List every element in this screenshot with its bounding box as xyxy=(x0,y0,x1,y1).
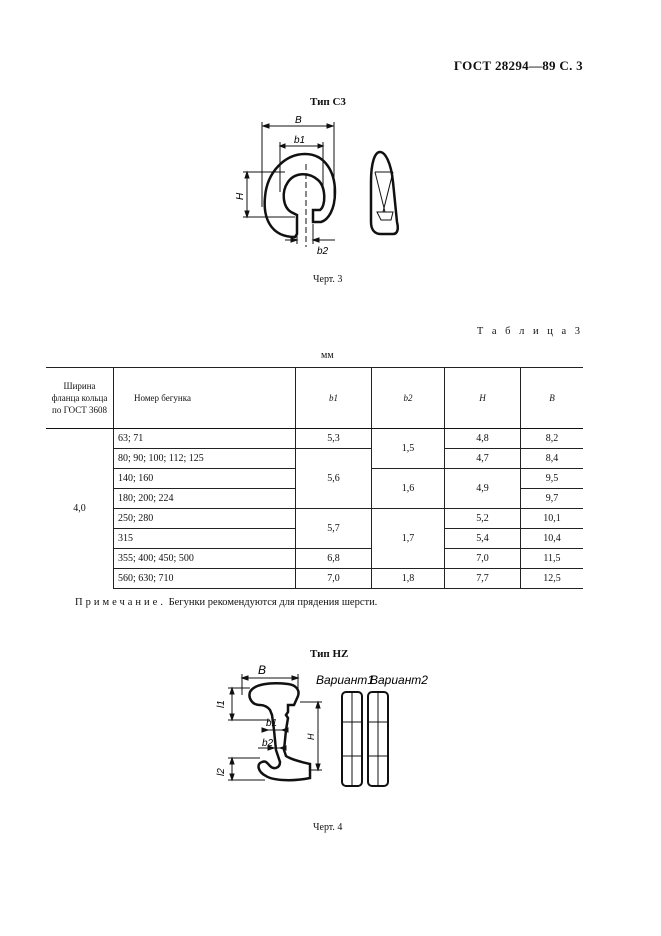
cell-B: 12,5 xyxy=(521,569,584,589)
cell-b1: 5,3 xyxy=(296,429,372,449)
header-b2: b2 xyxy=(403,393,413,403)
table-note xyxy=(75,597,377,608)
cell-number: 80; 90; 100; 112; 125 xyxy=(114,449,296,469)
table-header-row xyxy=(46,368,583,429)
cell-B: 8,4 xyxy=(521,449,584,469)
note-text: Бегунки рекомендуются для прядения шерсти. xyxy=(168,597,378,608)
header-H: H xyxy=(479,393,486,403)
cell-number: 560; 630; 710 xyxy=(114,569,296,589)
table-row xyxy=(46,569,583,589)
label-b2: b2 xyxy=(262,738,274,749)
header-b1: b1 xyxy=(329,393,338,403)
cell-b2: 1,7 xyxy=(372,509,445,569)
label-b2: b2 xyxy=(317,246,329,257)
cell-b2: 1,5 xyxy=(372,429,445,469)
cell-B: 9,5 xyxy=(521,469,584,489)
figure3-drawing xyxy=(225,112,415,257)
figure3-caption: Черт. 3 xyxy=(313,274,343,285)
label-H: H xyxy=(235,192,246,200)
label-H: H xyxy=(306,733,316,740)
cell-number: 140; 160 xyxy=(114,469,296,489)
cell-H: 5,4 xyxy=(445,529,521,549)
header-number: Номер бегунка xyxy=(114,368,296,429)
label-b1: b1 xyxy=(266,718,278,729)
dimensions-table xyxy=(46,367,583,589)
figure4-caption: Черт. 4 xyxy=(313,822,343,833)
cell-b2: 1,8 xyxy=(372,569,445,589)
cell-number: 250; 280 xyxy=(114,509,296,529)
page-header: ГОСТ 28294—89 С. 3 xyxy=(453,58,583,73)
cell-B: 11,5 xyxy=(521,549,584,569)
label-b1: b1 xyxy=(294,135,306,146)
label-B: B xyxy=(295,115,302,126)
note-prefix: Примечание. xyxy=(75,597,166,608)
figure4-drawing xyxy=(210,660,440,805)
header-B: B xyxy=(549,393,555,403)
figure4-title: Тип HZ xyxy=(310,648,349,660)
cell-number: 180; 200; 224 xyxy=(114,489,296,509)
label-l2: l2 xyxy=(216,768,227,776)
cell-B: 8,2 xyxy=(521,429,584,449)
cell-H: 4,8 xyxy=(445,429,521,449)
table-units: мм xyxy=(321,350,334,361)
table-row xyxy=(46,429,583,449)
cell-b1: 5,6 xyxy=(296,449,372,509)
cell-number: 355; 400; 450; 500 xyxy=(114,549,296,569)
cell-number: 315 xyxy=(114,529,296,549)
cell-H: 7,7 xyxy=(445,569,521,589)
table-row xyxy=(46,509,583,529)
figure3-title: Тип С3 xyxy=(310,96,346,108)
cell-H: 4,9 xyxy=(445,469,521,509)
cell-H: 5,2 xyxy=(445,509,521,529)
variant1-label: Вариант1 xyxy=(316,673,374,687)
cell-b1: 6,8 xyxy=(296,549,372,569)
cell-B: 10,1 xyxy=(521,509,584,529)
label-l1: l1 xyxy=(216,700,227,708)
cell-b2: 1,6 xyxy=(372,469,445,509)
table-row xyxy=(46,449,583,469)
table-row xyxy=(46,549,583,569)
cell-b1: 7,0 xyxy=(296,569,372,589)
variant2-label: Вариант2 xyxy=(370,673,428,687)
cell-number: 63; 71 xyxy=(114,429,296,449)
cell-H: 7,0 xyxy=(445,549,521,569)
cell-B: 10,4 xyxy=(521,529,584,549)
header-flange: Ширина фланца кольца по ГОСТ 3608 xyxy=(46,368,114,429)
cell-B: 9,7 xyxy=(521,489,584,509)
label-B: B xyxy=(258,663,267,677)
cell-flange: 4,0 xyxy=(46,429,114,589)
cell-b1: 5,7 xyxy=(296,509,372,549)
table-label: Т а б л и ц а 3 xyxy=(476,326,583,337)
cell-H: 4,7 xyxy=(445,449,521,469)
